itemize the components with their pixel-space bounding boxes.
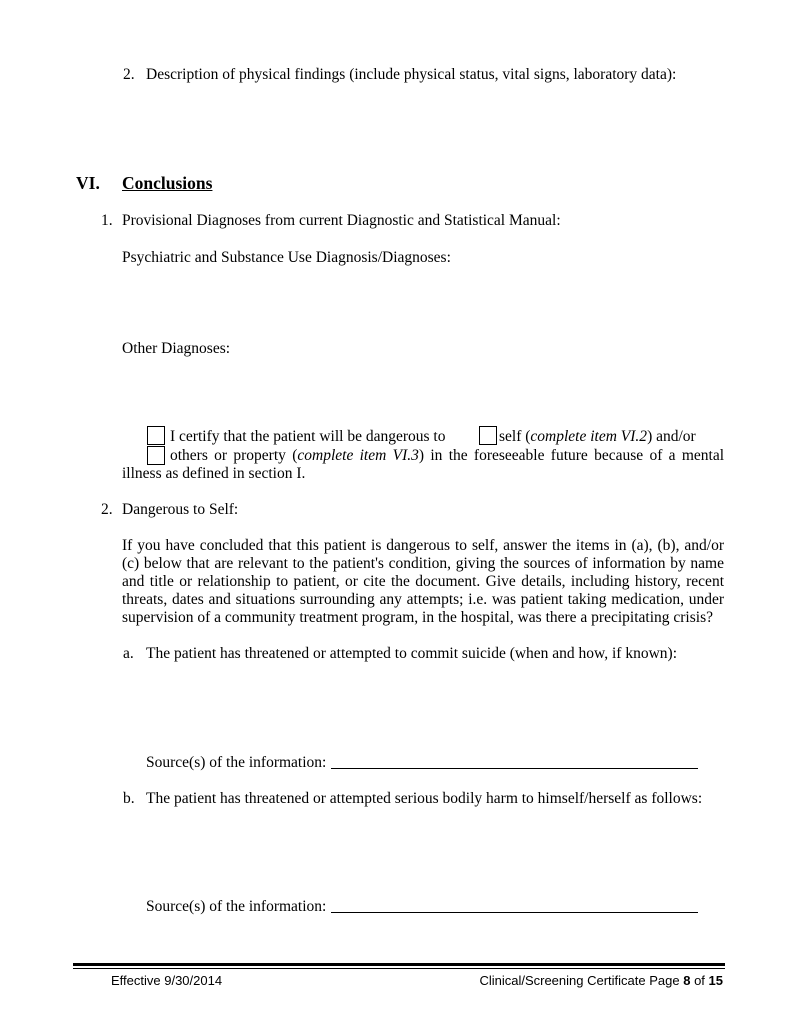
physical-findings-prompt: Description of physical findings (include physical status, vital signs, laboratory data): <box>146 66 677 83</box>
item-number: 1. <box>101 212 113 229</box>
source-field-a[interactable] <box>331 768 698 769</box>
others-option: others or property (complete item VI.3) in the foreseeable future because of a mental <box>170 447 725 464</box>
section-number: VI. <box>76 173 100 193</box>
instructions-line: and title or relationship to patient, or cite the document. Give details, including history, recent <box>122 573 724 590</box>
other-diagnoses-label: Other Diagnoses: <box>122 340 231 357</box>
others-checkbox[interactable] <box>147 446 165 465</box>
instructions-line: (c) below that are relevant to the patient's condition, giving the sources of information by name <box>122 555 724 572</box>
section-title: Conclusions <box>122 173 213 193</box>
footer-rule-thin <box>73 968 725 969</box>
certify-checkbox[interactable] <box>147 426 165 445</box>
dangerous-to-self-title: Dangerous to Self: <box>122 501 239 518</box>
footer-effective-date: Effective 9/30/2014 <box>111 973 223 988</box>
item-letter: a. <box>123 645 134 662</box>
instructions-line: If you have concluded that this patient is dangerous to self, answer the items in (a), (b), and/or <box>122 537 724 554</box>
source-field-b[interactable] <box>331 912 698 913</box>
suicide-prompt: The patient has threatened or attempted to commit suicide (when and how, if known): <box>146 645 678 662</box>
item-number: 2. <box>101 501 113 518</box>
source-label: Source(s) of the information: <box>146 754 327 771</box>
bodily-harm-prompt: The patient has threatened or attempted serious bodily harm to himself/herself as follows: <box>146 790 703 807</box>
source-label: Source(s) of the information: <box>146 898 327 915</box>
footer-rule-thick <box>73 963 725 966</box>
self-option: self (complete item VI.2) and/or <box>499 428 696 445</box>
certify-text-cont: illness as defined in section I. <box>122 465 306 482</box>
instructions-line: threats, dates and situations surrounding any attempts; i.e. was patient taking medication, under <box>122 591 724 608</box>
psychiatric-diagnoses-label: Psychiatric and Substance Use Diagnosis/Diagnoses: <box>122 249 451 266</box>
instructions-line: supervision of a community treatment program, in the hospital, was there a precipitating crisis? <box>122 609 713 626</box>
self-checkbox[interactable] <box>479 426 497 445</box>
footer-page-info: Clinical/Screening Certificate Page 8 of 15 <box>479 973 723 988</box>
item-letter: b. <box>123 790 135 807</box>
certify-text: I certify that the patient will be dangerous to <box>170 428 446 445</box>
item-number: 2. <box>123 66 135 83</box>
diagnoses-prompt: Provisional Diagnoses from current Diagnostic and Statistical Manual: <box>122 212 561 229</box>
